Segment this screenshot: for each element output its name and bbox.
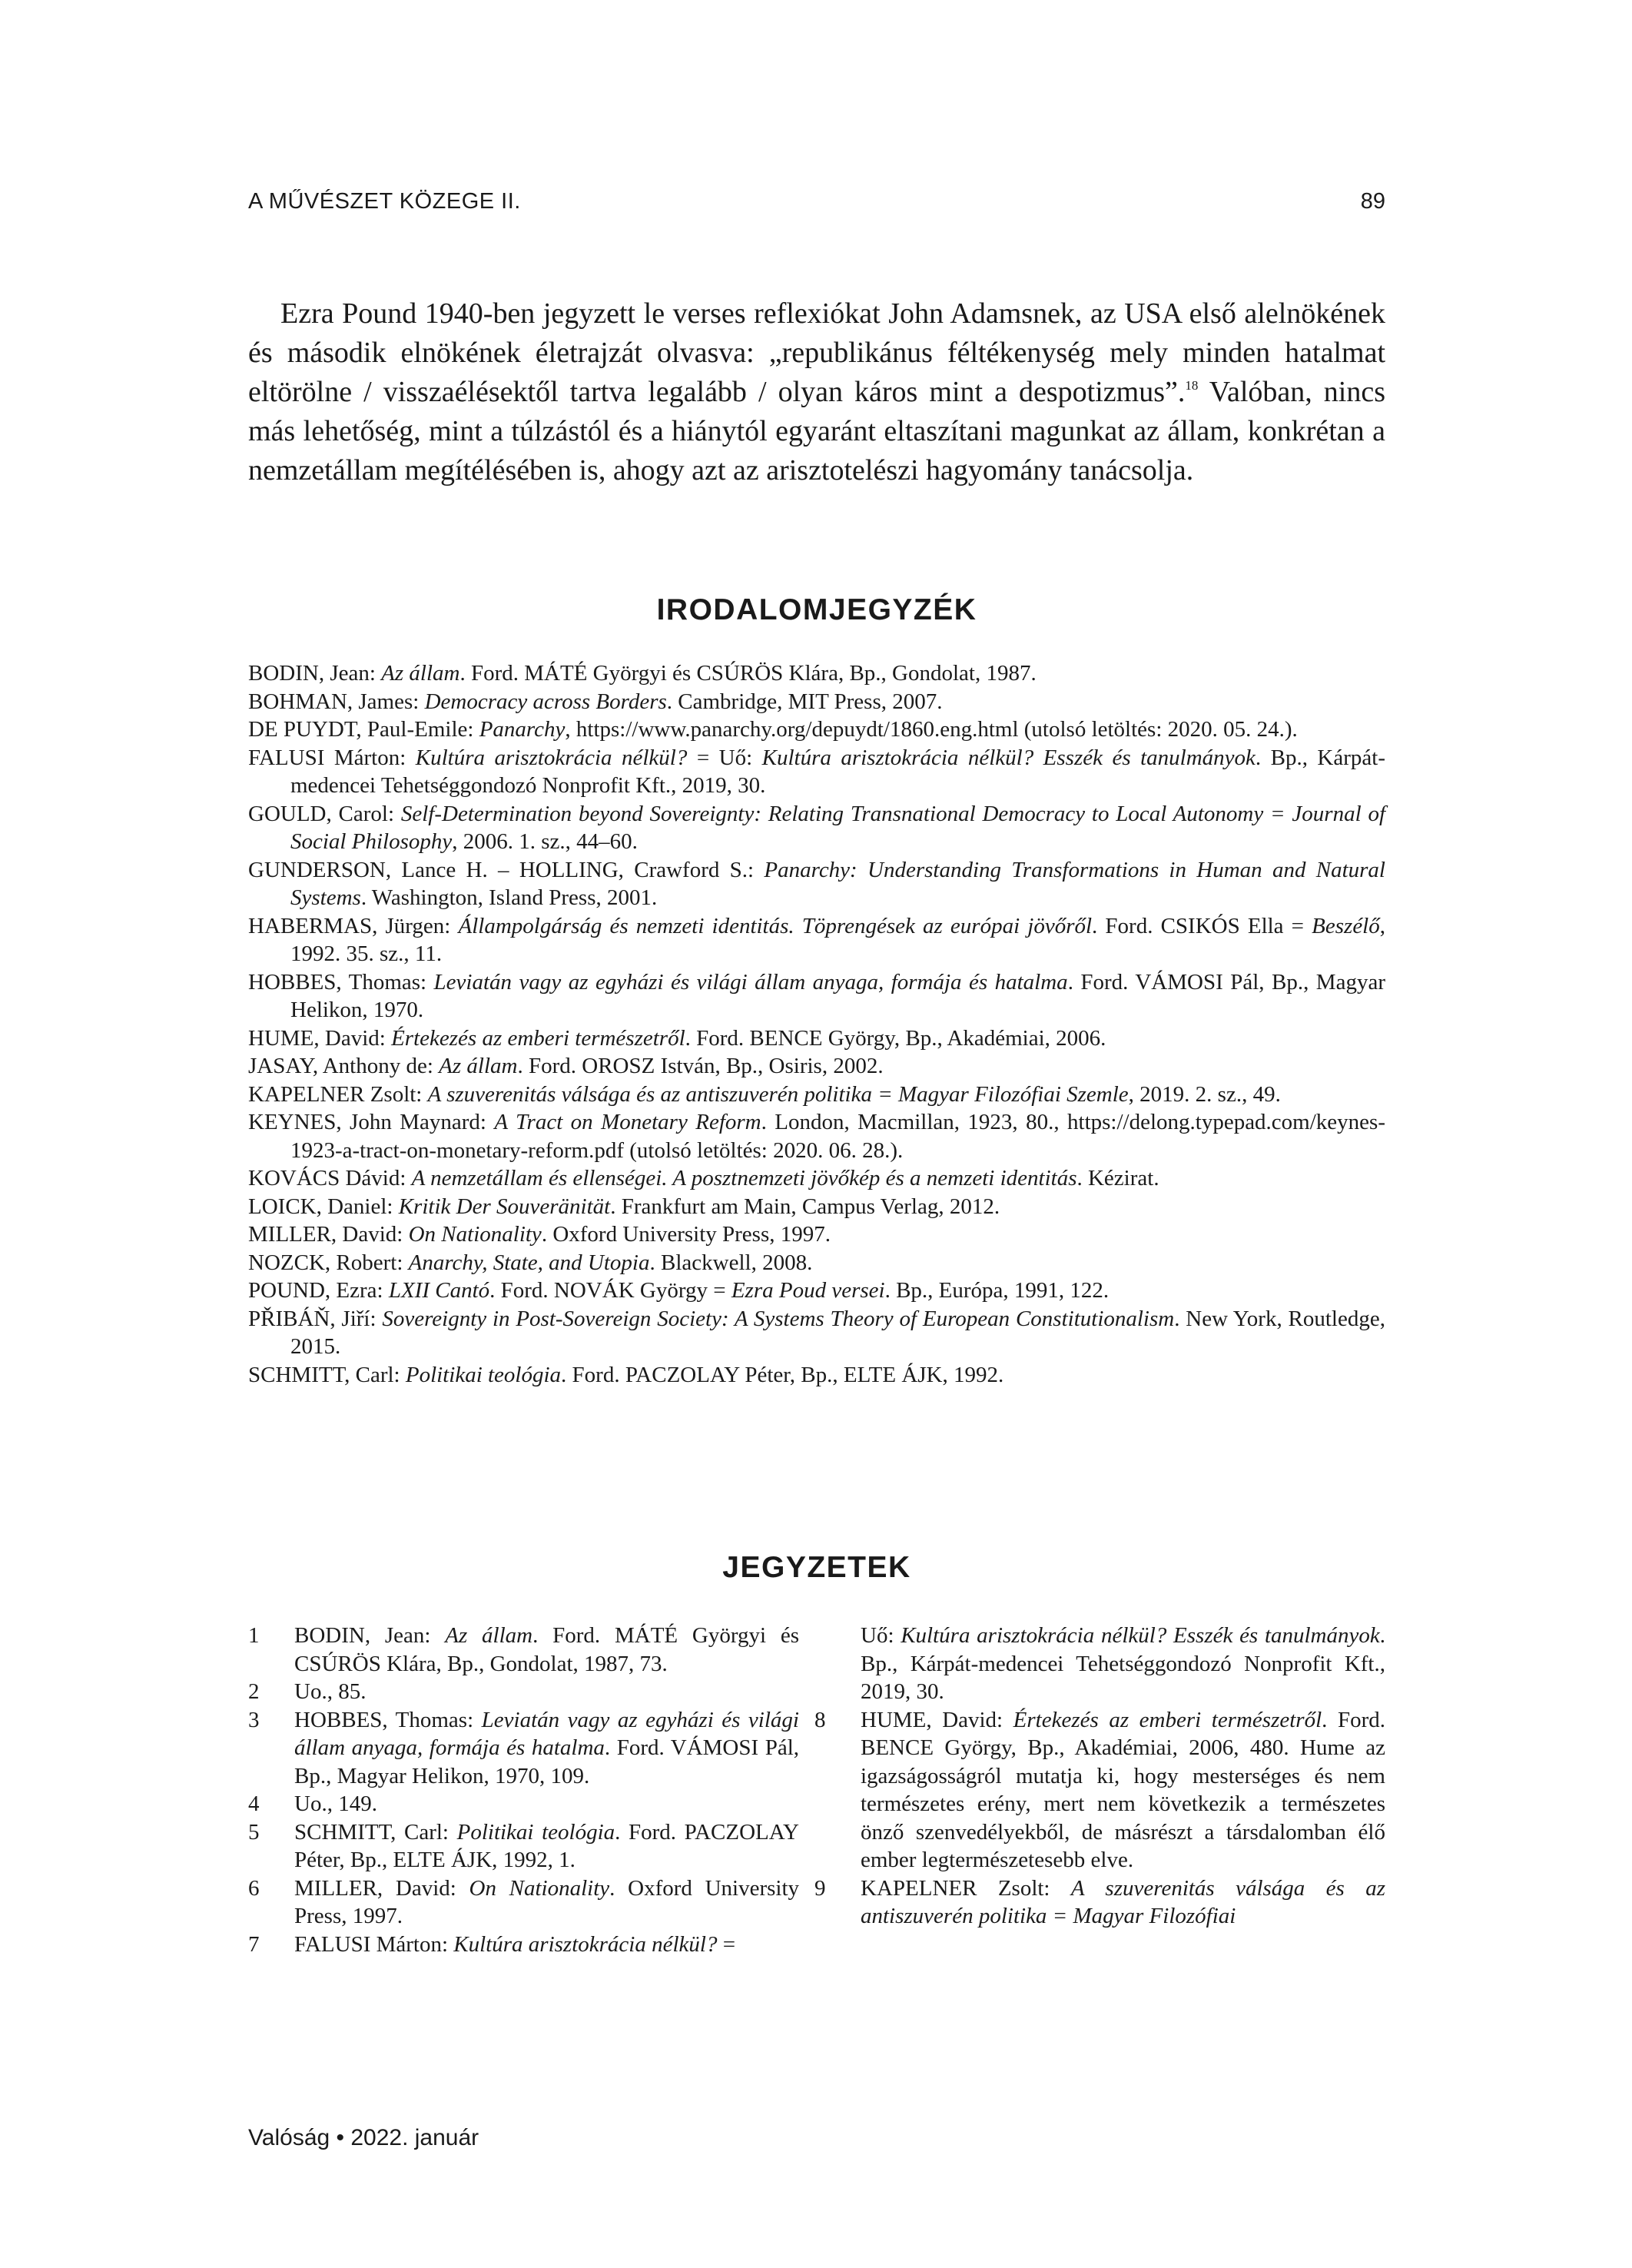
entry-title: Sovereignty in Post-Sovereign Society: A Systems Theory of European Constitutionalism bbox=[382, 1306, 1175, 1331]
entry-title: On Nationality bbox=[408, 1222, 542, 1247]
entry-publication-tail: , 1992. 35. sz., 11. bbox=[290, 913, 1385, 966]
entry-author: GUNDERSON, Lance H. – HOLLING, Crawford S.: bbox=[248, 857, 765, 882]
entry-publication: . Ford. MÁTÉ Györgyi és CSÚRÖS Klára, Bp., Gondolat, 1987. bbox=[459, 661, 1037, 686]
entry-author: DE PUYDT, Paul-Emile: bbox=[248, 717, 479, 742]
entry-publication: . New York, Routledge, 2015. bbox=[290, 1306, 1385, 1359]
entry-publication: , 2006. 1. sz., 44–60. bbox=[452, 829, 638, 854]
entry-author: PŘIBÁŇ, Jiří: bbox=[248, 1306, 383, 1331]
entry-title: Panarchy bbox=[479, 717, 566, 742]
entry-author: GOULD, Carol: bbox=[248, 801, 401, 826]
note-number: 8 bbox=[814, 1707, 826, 1732]
bibliography-entry bbox=[248, 1024, 1385, 1053]
entry-publication-tail: . Bp., Európa, 1991, 122. bbox=[884, 1278, 1110, 1303]
entry-title: Értekezés az emberi természetről bbox=[391, 1025, 685, 1051]
entry-publication: . Ford. PACZOLAY Péter, Bp., ELTE ÁJK, 1992. bbox=[561, 1362, 1004, 1387]
note-publication: . Ford. MÁTÉ Györgyi és CSÚRÖS Klára, Bp., Gondolat, 1987, 73. bbox=[294, 1623, 800, 1676]
entry-title: Az állam bbox=[439, 1054, 518, 1078]
bibliography-entry bbox=[248, 912, 1385, 968]
bibliography-entry bbox=[248, 1249, 1385, 1277]
entry-author: FALUSI Márton: bbox=[248, 745, 416, 770]
note-title: Az állam bbox=[445, 1623, 533, 1648]
body-text-a: Ezra Pound 1940-ben jegyzett le verses reflexiókat John Adamsnek, az USA első alelnökének és második elnökének életrajzát olvasva: „republikánus féltékenység mely minden hatalmat eltörölne / visszaélésektől tartva legalább / olyan káros mint a despotizmus”. bbox=[248, 297, 1385, 408]
note-number: 7 bbox=[248, 1931, 260, 1957]
note-number: 5 bbox=[248, 1819, 260, 1845]
note-text: Uo., 85. bbox=[294, 1679, 367, 1704]
footnote-reference[interactable]: 18 bbox=[1185, 378, 1199, 393]
entry-title: Anarchy, State, and Utopia bbox=[408, 1250, 650, 1275]
entry-author: JASAY, Anthony de: bbox=[248, 1054, 440, 1078]
note-text: SCHMITT, Carl: bbox=[294, 1819, 457, 1845]
entry-publication: . Ford. BENCE György, Bp., Akadémiai, 2006. bbox=[685, 1025, 1106, 1051]
bibliography-entry bbox=[248, 1108, 1385, 1164]
note-title: Kultúra arisztokrácia nélkül? Esszék és tanulmányok bbox=[901, 1623, 1380, 1648]
note-item bbox=[814, 1622, 1385, 1706]
entry-publication: . Blackwell, 2008. bbox=[649, 1250, 813, 1275]
entry-publication: . Ford. CSIKÓS Ella = bbox=[1092, 913, 1312, 938]
bibliography-entry bbox=[248, 1081, 1385, 1109]
entry-publication: . Washington, Island Press, 2001. bbox=[360, 885, 658, 910]
entry-title: Democracy across Borders bbox=[424, 689, 667, 714]
bibliography-heading: IRODALOMJEGYZÉK bbox=[656, 593, 977, 626]
note-publication: . Ford. PACZOLAY Péter, Bp., ELTE ÁJK, 1992, 1. bbox=[294, 1819, 799, 1872]
note-number: 9 bbox=[814, 1875, 826, 1901]
note-title: Leviatán vagy az egyházi és világi állam anyaga, formája és hatalma bbox=[294, 1707, 799, 1760]
entry-author: HOBBES, Thomas: bbox=[248, 969, 434, 995]
bibliography-entry bbox=[248, 1305, 1385, 1361]
entry-publication: , https://www.panarchy.org/depuydt/1860.eng.html (utolsó letöltés: 2020. 05. 24.). bbox=[565, 717, 1298, 742]
bibliography-list bbox=[248, 659, 1385, 1389]
entry-author: KOVÁCS Dávid: bbox=[248, 1166, 412, 1190]
entry-title: Állampolgárság és nemzeti identitás. Töprengések az európai jövőről bbox=[458, 913, 1093, 938]
note-text: HUME, David: bbox=[861, 1707, 1013, 1732]
entry-author: BODIN, Jean: bbox=[248, 661, 382, 686]
page-footer: Valóság • 2022. január bbox=[248, 2125, 479, 2150]
entry-author: MILLER, David: bbox=[248, 1222, 409, 1247]
entry-title: A Tract on Monetary Reform bbox=[494, 1110, 761, 1134]
entry-author: KAPELNER Zsolt: bbox=[248, 1081, 428, 1107]
note-text: BODIN, Jean: bbox=[294, 1623, 446, 1648]
note-text: KAPELNER Zsolt: bbox=[861, 1875, 1071, 1901]
entry-publication: . Frankfurt am Main, Campus Verlag, 2012. bbox=[610, 1194, 1000, 1219]
entry-title: Kultúra arisztokrácia nélkül? bbox=[415, 745, 688, 770]
notes-heading: JEGYZETEK bbox=[722, 1551, 911, 1584]
note-item bbox=[248, 1875, 799, 1931]
entry-title: Panarchy: Understanding Transformations in Human and Natural Systems bbox=[290, 857, 1385, 910]
body-paragraph bbox=[248, 294, 1385, 490]
entry-title-secondary: Beszélő bbox=[1312, 913, 1380, 938]
entry-author: BOHMAN, James: bbox=[248, 689, 425, 714]
entry-title: Leviatán vagy az egyházi és világi állam anyaga, formája és hatalma bbox=[433, 969, 1068, 995]
bibliography-entry bbox=[248, 856, 1385, 912]
entry-publication: = Uő: bbox=[687, 745, 762, 770]
entry-author: LOICK, Daniel: bbox=[248, 1194, 399, 1219]
note-publication: . Ford. VÁMOSI Pál, Bp., Magyar Helikon, 1970, 109. bbox=[294, 1735, 799, 1788]
entry-author: HUME, David: bbox=[248, 1025, 392, 1051]
entry-title: LXII Cantó bbox=[388, 1278, 490, 1303]
bibliography-entry bbox=[248, 800, 1385, 856]
bibliography-entry bbox=[248, 1277, 1385, 1305]
note-text: MILLER, David: bbox=[294, 1875, 469, 1901]
entry-title: Self-Determination beyond Sovereignty: Relating Transnational Democracy to Local Autonomy = Journal of Social Philosophy bbox=[290, 801, 1385, 854]
note-number: 4 bbox=[248, 1791, 260, 1816]
note-title: Politikai teológia bbox=[456, 1819, 615, 1845]
note-text: HOBBES, Thomas: bbox=[294, 1707, 482, 1732]
bibliography-entry bbox=[248, 1052, 1385, 1081]
note-item bbox=[814, 1875, 1385, 1931]
entry-title-secondary: Kultúra arisztokrácia nélkül? Esszék és tanulmányok bbox=[761, 745, 1256, 770]
notes-column-left bbox=[248, 1622, 799, 1958]
entry-publication: , 2019. 2. sz., 49. bbox=[1128, 1081, 1281, 1107]
bibliography-entry bbox=[248, 688, 1385, 716]
bibliography-entry bbox=[248, 1361, 1385, 1390]
note-title: On Nationality bbox=[469, 1875, 610, 1901]
note-title: Értekezés az emberi természetről bbox=[1013, 1707, 1322, 1732]
note-item bbox=[248, 1818, 799, 1875]
note-item bbox=[248, 1706, 799, 1791]
bibliography-entry bbox=[248, 659, 1385, 688]
entry-publication: . Kézirat. bbox=[1076, 1166, 1159, 1190]
entry-title: A nemzetállam és ellenségei. A posztnemzeti jövőkép és a nemzeti identitás bbox=[411, 1166, 1077, 1190]
note-title: Kultúra arisztokrácia nélkül? bbox=[453, 1931, 718, 1957]
bibliography-entry bbox=[248, 1193, 1385, 1221]
entry-publication: . Ford. VÁMOSI Pál, Bp., Magyar Helikon, 1970. bbox=[290, 969, 1385, 1022]
entry-author: POUND, Ezra: bbox=[248, 1278, 389, 1303]
entry-publication: . Oxford University Press, 1997. bbox=[541, 1222, 831, 1247]
bibliography-entry bbox=[248, 1220, 1385, 1249]
note-publication: . Bp., Kárpát-medencei Tehetséggondozó Nonprofit Kft., 2019, 30. bbox=[861, 1623, 1385, 1704]
entry-publication: . Ford. OROSZ István, Bp., Osiris, 2002. bbox=[517, 1054, 884, 1078]
note-publication: = bbox=[717, 1931, 736, 1957]
entry-title-secondary: Ezra Poud versei bbox=[731, 1278, 885, 1303]
note-publication: . Oxford University Press, 1997. bbox=[294, 1875, 800, 1928]
note-title: A szuverenitás válsága és az antiszuverén politika = Magyar Filozófiai bbox=[861, 1875, 1385, 1928]
body-text-b: Valóban, nincs más lehetőség, mint a túlzástól és a hiánytól egyaránt eltaszítani magunkat az állam, konkrétan a nemzetállam megítélésében is, ahogy azt az arisztotelészi hagyomány tanácsolja. bbox=[248, 376, 1386, 486]
notes-column-right bbox=[814, 1622, 1385, 1931]
note-text: Uo., 149. bbox=[294, 1791, 377, 1816]
entry-author: NOZCK, Robert: bbox=[248, 1250, 409, 1275]
note-item bbox=[248, 1622, 799, 1678]
note-item bbox=[814, 1706, 1385, 1875]
note-item bbox=[248, 1790, 799, 1818]
entry-author: HABERMAS, Jürgen: bbox=[248, 913, 459, 938]
entry-title: A szuverenitás válsága és az antiszuverén politika = Magyar Filozófiai Szemle bbox=[427, 1081, 1129, 1107]
entry-publication: . London, Macmillan, 1923, 80., https://delong.typepad.com/keynes-1923-a-tract-on-monetary-reform.pdf (utolsó letöltés: 2020. 06. 28.). bbox=[290, 1110, 1385, 1163]
entry-title: Kritik Der Souveränität bbox=[398, 1194, 611, 1219]
bibliography-entry bbox=[248, 1164, 1385, 1193]
note-text: FALUSI Márton: bbox=[294, 1931, 454, 1957]
bibliography-entry bbox=[248, 744, 1385, 800]
entry-title: Politikai teológia bbox=[405, 1362, 562, 1387]
note-text: Uő: bbox=[861, 1623, 901, 1648]
page-number: 89 bbox=[1360, 189, 1385, 214]
note-number: 6 bbox=[248, 1875, 260, 1901]
note-number: 2 bbox=[248, 1679, 260, 1704]
entry-title: Az állam bbox=[381, 661, 460, 686]
note-item bbox=[248, 1678, 799, 1706]
entry-publication-tail: . Bp., Kárpát-medencei Tehetséggondozó Nonprofit Kft., 2019, 30. bbox=[290, 745, 1385, 798]
entry-author: KEYNES, John Maynard: bbox=[248, 1110, 495, 1134]
bibliography-entry bbox=[248, 716, 1385, 744]
entry-publication: . Cambridge, MIT Press, 2007. bbox=[666, 689, 943, 714]
note-publication: . Ford. BENCE György, Bp., Akadémiai, 2006, 480. Hume az igazságosságról mutatja ki, hogy mesterséges és nem természetes erény, mert nem következik a természetes önző szenvedélyekből, de másrészt a társdalomban élő ember legtermészetesebb elve. bbox=[861, 1707, 1385, 1872]
entry-publication: . Ford. NOVÁK György = bbox=[489, 1278, 731, 1303]
running-title: A MŰVÉSZET KÖZEGE II. bbox=[248, 189, 521, 214]
bibliography-entry bbox=[248, 968, 1385, 1024]
note-number: 3 bbox=[248, 1707, 260, 1732]
note-number: 1 bbox=[248, 1623, 260, 1648]
entry-author: SCHMITT, Carl: bbox=[248, 1362, 406, 1387]
note-item bbox=[248, 1931, 799, 1959]
